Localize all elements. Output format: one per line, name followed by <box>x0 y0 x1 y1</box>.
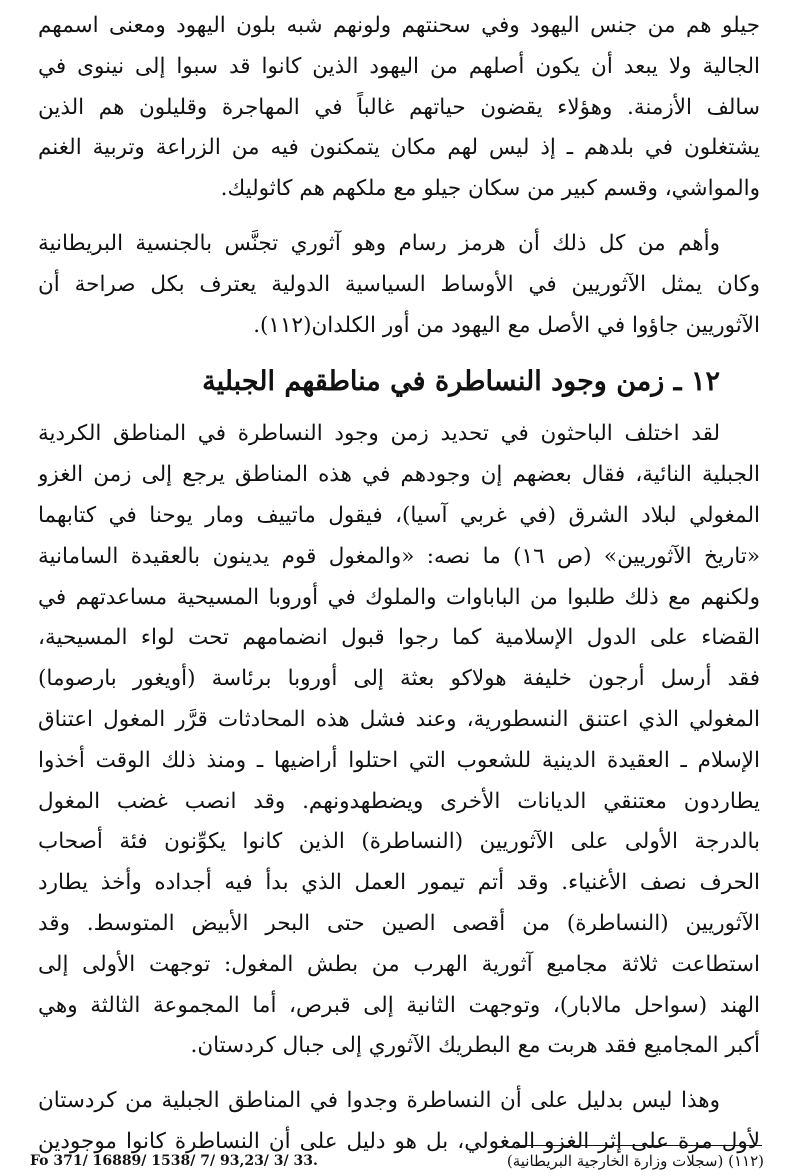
paragraph-gap <box>38 1067 760 1081</box>
text-line: بالدرجة الأولى على الآثوريين (النساطرة) الذين كانوا يكوِّنون فئة أصحاب <box>38 829 760 855</box>
section-heading: ١٢ ـ زمن وجود النساطرة في مناطقهم الجبلية <box>202 366 720 398</box>
text-line: يشتغلون في بلدهم ـ إذ ليس لهم مكان يتمكنون فيه من الزراعة وتربية الغنم <box>38 135 760 161</box>
text-line: الآثوريين (النساطرة) من أقصى الصين حتى البحر الأبيض المتوسط. وقد <box>38 910 760 936</box>
text-line: الجبلية النائية، فقال بعضهم إن وجودهم في هذه المناطق يرجع إلى زمن الغزو <box>38 462 760 488</box>
text-line: المغولي الذي اعتنق النسطورية، وعند فشل هذه المحادثات قرَّر المغول اعتناق <box>38 706 760 732</box>
paragraph-3 <box>38 414 760 1067</box>
paragraph-2 <box>38 224 760 346</box>
text-line: سالف الأزمنة. وهؤلاء يقضون حياتهم غالباً في المهاجرة وقليلون هم الذين <box>38 94 760 120</box>
text-line: استطاعت ثلاثة مجاميع آثورية الهرب من بطش المغول: توجهت الأولى إلى <box>38 951 760 977</box>
text-line: ولكنهم مع ذلك طلبوا من الباباوات والملوك في أوروبا المسيحية مساعدتهم في <box>38 584 760 610</box>
text-line: وكان يمثل الآثوريين في الأوساط السياسية الدولية يعترف بكل صراحة أن <box>38 271 760 297</box>
text-line: الحرف نصف الأغنياء. وقد أتم تيمور العمل الذي بدأ فيه أجداده وأخذ يطارد <box>38 870 760 896</box>
text-line: الهند (سواحل مالابار)، وتوجهت الثانية إلى قبرص، أما المجموعة الثالثة وهي <box>38 992 760 1018</box>
text-line: لقد اختلف الباحثون في تحديد زمن وجود النساطرة في المناطق الكردية <box>38 421 720 447</box>
text-line: الجالية ولا يبعد أن يكون أصلهم من اليهود الذين كانوا قد سبوا إلى نينوى في <box>38 53 760 79</box>
text-line: لأول مرة على إثر الغزو المغولي، بل هو دليل على أن النساطرة كانوا موجودين <box>38 1128 760 1154</box>
footnote-separator <box>516 1145 762 1146</box>
footnote <box>30 1150 764 1174</box>
text-line: «تاريخ الآثوريين» (ص ١٦) ما نصه: «والمغول قوم يدينون بالعقيدة السامانية <box>38 543 760 569</box>
text-line: جيلو هم من جنس اليهود وفي سحنتهم ولونهم شبه بلون اليهود ومعنى اسمهم <box>38 13 760 38</box>
paragraph-gap <box>38 210 760 224</box>
text-line: والمواشي، وقسم كبير من سكان جيلو مع ملكهم هم كاثوليك. <box>220 176 760 202</box>
paragraph-1 <box>38 6 760 210</box>
text-line: المغولي لبلاد الشرق (في غربي آسيا)، فيقول ماتييف ومار يوحنا في كتابهما <box>38 502 760 528</box>
text-line: وأهم من كل ذلك أن هرمز رسام وهو آثوري تجنَّس بالجنسية البريطانية <box>38 230 720 256</box>
text-line: القضاء على الدول الإسلامية كما رجوا قبول انضمامهم تحت لواء المسيحية، <box>38 625 760 651</box>
text-line: وهذا ليس بدليل على أن النساطرة وجدوا في المناطق الجبلية من كردستان <box>38 1088 720 1114</box>
footnote-reference: Fo 371/ 16889/ 1538/ 7/ 93,23/ 3/ 33. <box>30 1153 318 1169</box>
text-line: فقد أرسل أرجون خليفة هولاكو بعثة إلى أوروبا برئاسة (أويغور بارصوما) <box>38 666 760 692</box>
text-line: الإسلام ـ العقيدة الدينية للشعوب التي احتلوا أراضيها ـ ومنذ ذلك الوقت أخذوا <box>38 747 760 773</box>
footnote-text: (١١٢) (سجلات وزارة الخارجية البريطانية) <box>506 1152 764 1170</box>
text-line: الآثوريين جاؤوا في الأصل مع اليهود من أور الكلدان(١١٢). <box>253 312 760 338</box>
text-line: أكبر المجاميع فقد هربت مع البطريك الآثوري إلى جبال كردستان. <box>190 1033 760 1059</box>
text-line: يطاردون معتنقي الديانات الأخرى ويضطهدونهم. وقد انصب غضب المغول <box>38 788 760 814</box>
